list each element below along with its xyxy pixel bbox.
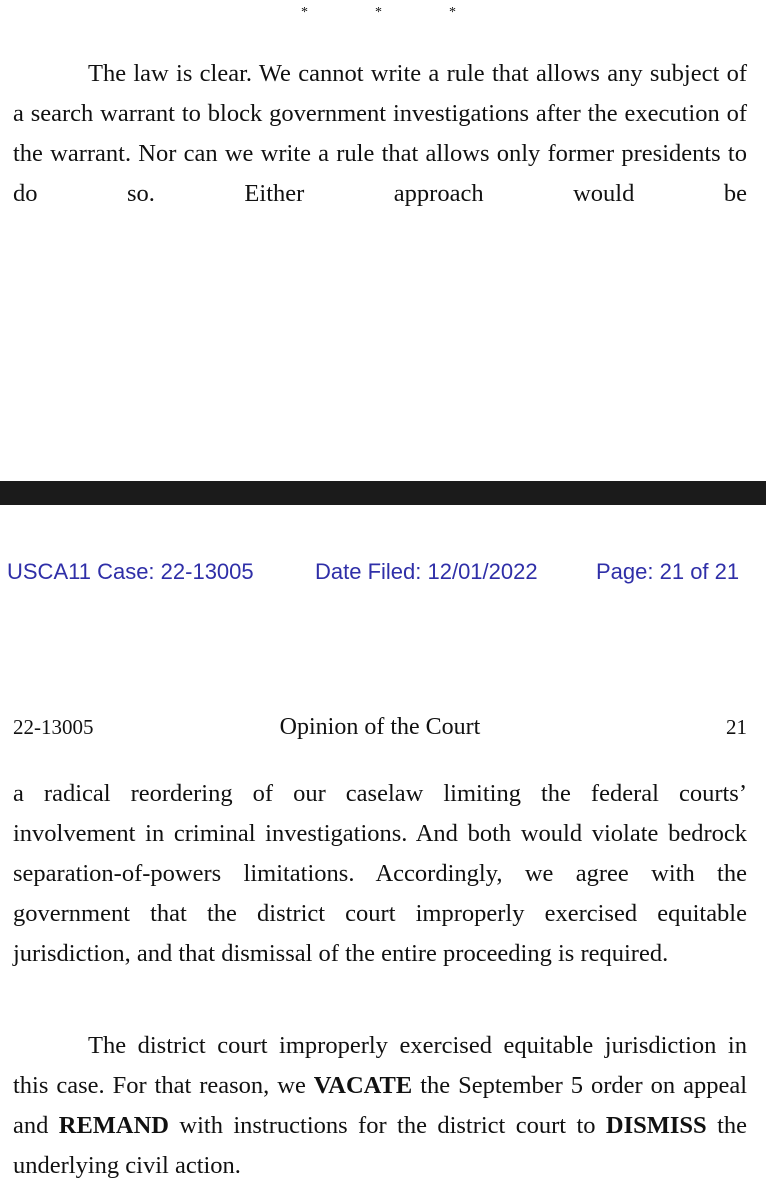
stamp-case-number: USCA11 Case: 22-13005 — [7, 559, 254, 584]
disposition-text: The district court improperly exercised equitable jurisdiction in this case. For that reason, we — [13, 1032, 747, 1099]
paragraph-text: The law is clear. We cannot write a rule that allows any subject of a search warrant to block government investigations after the execution of the warrant. Nor can we write a rule that allows only former presidents to do so. Either approach would be — [13, 60, 747, 207]
page-divider — [0, 481, 766, 505]
dismiss-term: DISMISS — [605, 1112, 707, 1139]
running-header — [13, 710, 747, 744]
disposition-text: the underlying civil action. — [13, 1112, 748, 1179]
header-page-number: 21 — [726, 715, 747, 739]
previous-page-fragment — [0, 0, 766, 480]
separator-star: * — [449, 5, 456, 20]
conclusion-paragraph-start — [13, 54, 747, 214]
disposition-text: with instructions for the district court to — [169, 1112, 606, 1139]
section-break-stars — [0, 4, 766, 24]
filing-stamp — [0, 555, 766, 589]
separator-star: * — [301, 5, 308, 20]
header-title: Opinion of the Court — [279, 714, 481, 740]
vacate-term: VACATE — [313, 1072, 413, 1099]
body-paragraph-continuation — [13, 774, 747, 974]
disposition-text: the September 5 order on appeal and — [13, 1072, 747, 1139]
stamp-page-count: Page: 21 of 21 — [596, 559, 740, 584]
stamp-date-filed: Date Filed: 12/01/2022 — [315, 559, 538, 584]
header-docket-number: 22-13005 — [13, 715, 94, 739]
remand-term: REMAND — [58, 1112, 170, 1139]
disposition-paragraph — [13, 1026, 747, 1186]
paragraph-text: a radical reordering of our caselaw limiting the federal courts’ involvement in criminal investigations. And both would violate bedrock separation-of-powers limitations. Accordingly, we agree with the government that the district court improperly exercised equitable jurisdiction, and that dismissal of the entire proceeding is required. — [13, 780, 747, 967]
separator-star: * — [375, 5, 382, 20]
